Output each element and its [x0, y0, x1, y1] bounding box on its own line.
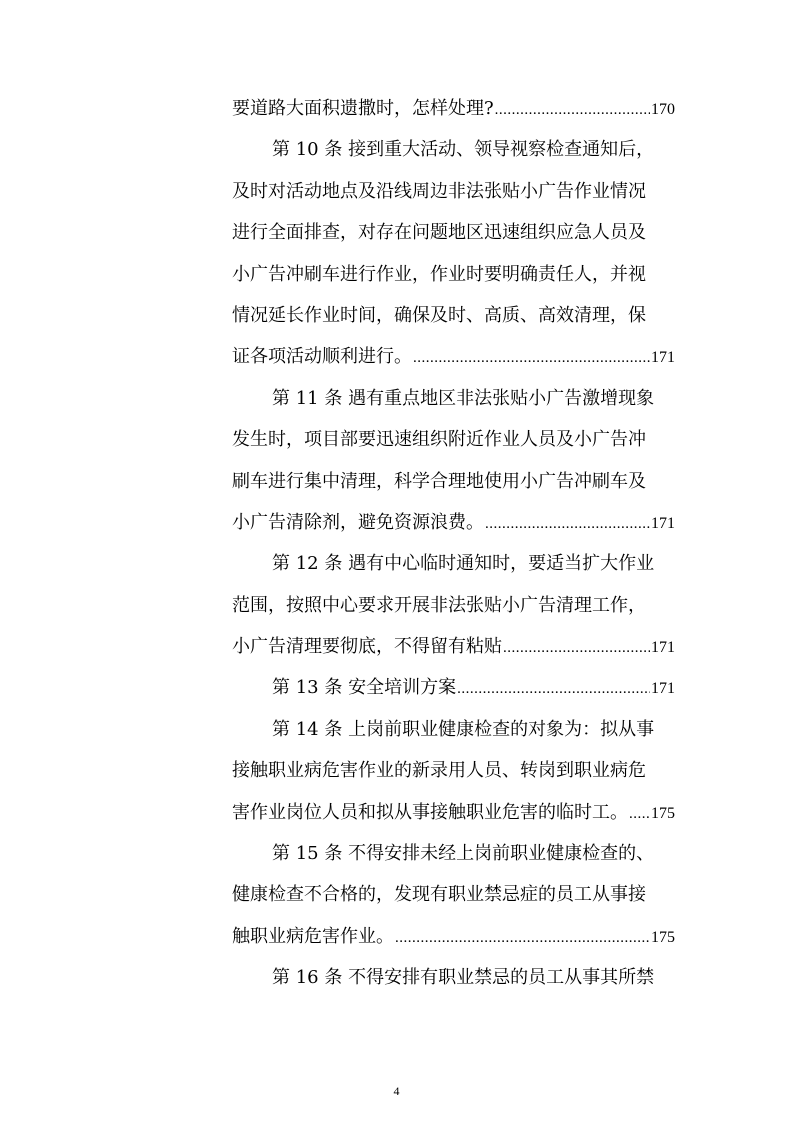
- toc-line-text: 害作业岗位人员和拟从事接触职业危害的临时工。: [232, 801, 628, 823]
- toc-article-10-line-5: [232, 295, 675, 336]
- toc-page-number: 175: [651, 804, 675, 822]
- leader-dots: [413, 338, 650, 377]
- toc-page-number: 175: [651, 928, 675, 946]
- toc-entry-article-14[interactable]: [232, 792, 675, 833]
- toc-article-16-line-1: [232, 957, 675, 998]
- toc-line-text: 第 16 条 不得安排有职业禁忌的员工从事其所禁: [272, 967, 655, 989]
- toc-entry-article-11[interactable]: [232, 502, 675, 543]
- toc-article-10-line-1: [232, 129, 675, 170]
- toc-article-10-line-4: [232, 254, 675, 295]
- toc-article-12-line-2: [232, 585, 675, 626]
- toc-article-11-line-3: [232, 461, 675, 502]
- leader-dots: [503, 628, 650, 667]
- toc-line-text: 小广告冲刷车进行作业，作业时要明确责任人，并视: [232, 263, 646, 285]
- page-number: 4: [393, 1084, 400, 1098]
- leader-dots: [457, 669, 650, 708]
- toc-line-text: 第 11 条 遇有重点地区非法张贴小广告激增现象: [272, 387, 655, 409]
- toc-article-10-line-2: [232, 171, 675, 212]
- toc-article-14-line-2: [232, 750, 675, 791]
- toc-line-text: 触职业病危害作业。: [232, 925, 394, 947]
- toc-page-number: 170: [651, 101, 675, 118]
- toc-line-text: 及时对活动地点及沿线周边非法张贴小广告作业情况: [232, 180, 646, 202]
- toc-line-text: 第 10 条 接到重大活动、领导视察检查通知后，: [272, 139, 655, 161]
- toc-line-text: 进行全面排查，对存在问题地区迅速组织应急人员及: [232, 222, 646, 244]
- toc-article-15-line-1: [232, 833, 675, 874]
- toc-line-text: 小广告清除剂，避免资源浪费。: [232, 511, 484, 533]
- toc-article-14-line-1: [232, 709, 675, 750]
- toc-line-text: 第 14 条 上岗前职业健康检查的对象为：拟从事: [272, 718, 655, 740]
- toc-article-12-line-1: [232, 543, 675, 584]
- leader-dots: [395, 918, 650, 957]
- toc-article-11-line-2: [232, 419, 675, 460]
- toc-line-text: 发生时，项目部要迅速组织附近作业人员及小广告冲: [232, 429, 646, 451]
- toc-line-text: 健康检查不合格的，发现有职业禁忌症的员工从事接: [232, 884, 646, 906]
- toc-line-text: 第 12 条 遇有中心临时通知时，要适当扩大作业: [272, 553, 655, 575]
- toc-article-10-line-3: [232, 212, 675, 253]
- toc-entry-170[interactable]: [232, 88, 675, 129]
- toc-line-text: 情况延长作业时间，确保及时、高质、高效清理，保: [232, 304, 646, 326]
- toc-article-15-line-2: [232, 874, 675, 915]
- toc-line-text: 第 15 条 不得安排未经上岗前职业健康检查的、: [272, 843, 655, 865]
- toc-line-text: 第 13 条 安全培训方案: [272, 677, 457, 699]
- toc-line-text: 范围，按照中心要求开展非法张贴小广告清理工作，: [232, 594, 646, 616]
- toc-line-text: 小广告清理要彻底，不得留有粘贴: [232, 636, 502, 658]
- toc-line-text: 证各项活动顺利进行。: [232, 346, 412, 368]
- leader-dots: [485, 504, 650, 543]
- toc-article-11-line-1: [232, 378, 675, 419]
- leader-dots: [629, 794, 650, 833]
- toc-page-number: 171: [651, 639, 675, 657]
- table-of-contents: [232, 88, 675, 999]
- leader-dots: [495, 90, 650, 129]
- toc-line-text: 刷车进行集中清理，科学合理地使用小广告冲刷车及: [232, 470, 646, 492]
- toc-page-number: 171: [651, 349, 675, 367]
- toc-entry-article-12[interactable]: [232, 626, 675, 667]
- toc-page-number: 171: [651, 514, 675, 532]
- toc-entry-article-15[interactable]: [232, 916, 675, 957]
- toc-line-text: 要道路大面积遗撒时，怎样处理?: [232, 98, 494, 119]
- toc-page-number: 171: [651, 680, 675, 698]
- toc-entry-article-10[interactable]: [232, 336, 675, 377]
- toc-line-text: 接触职业病危害作业的新录用人员、转岗到职业病危: [232, 760, 646, 782]
- toc-entry-article-13[interactable]: [232, 667, 675, 708]
